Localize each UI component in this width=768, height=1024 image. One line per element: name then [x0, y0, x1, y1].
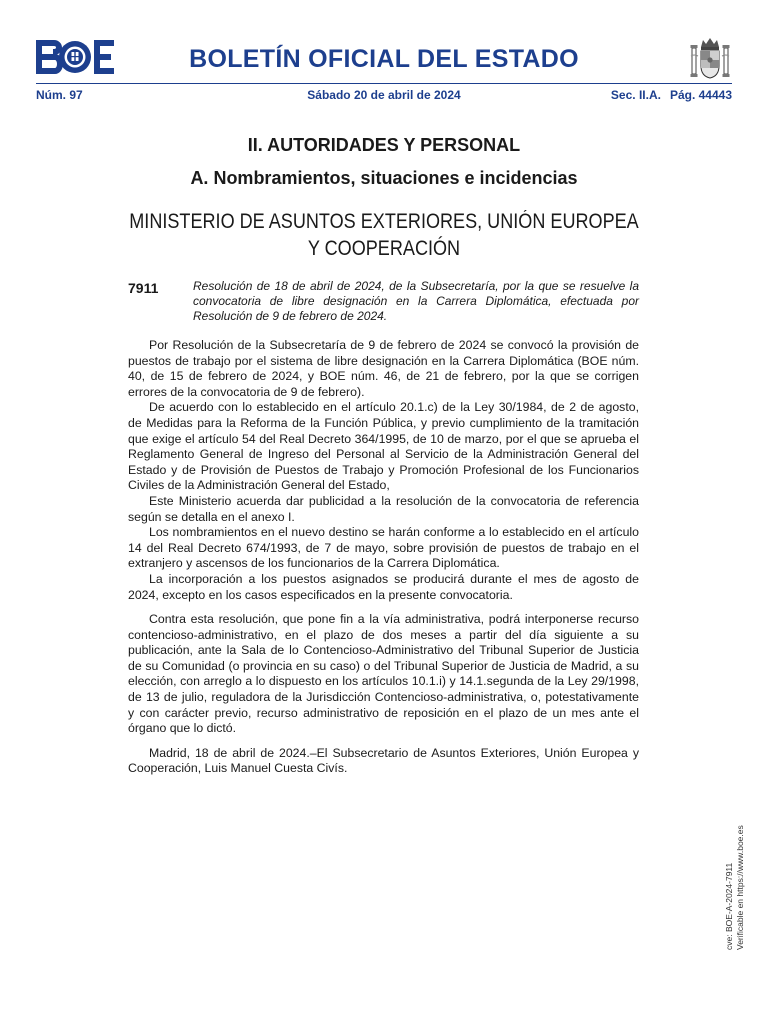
body-paragraph: La incorporación a los puestos asignados se producirá durante el mes de agosto de 2024, excepto en los casos especificados en la presente convocatoria. — [128, 571, 639, 602]
cve-stamp — [724, 810, 748, 950]
subsection-heading: A. Nombramientos, situaciones e incidencias — [190, 168, 578, 188]
ministry-line-2: Y COOPERACIÓN — [307, 237, 461, 260]
body-paragraph: De acuerdo con lo establecido en el artículo 20.1.c) de la Ley 30/1984, de 2 de agosto, de Medidas para la Reforma de la Función Pública, y previo cumplimiento de la tramitación que exige el artículo 54 del Real Decreto 364/1995, de 10 de marzo, por el que se aprueba el Reglamento General de Ingreso del Personal al Servicio de la Administración General del Estado y de Provisión de Puestos de Trabajo y Promoción Profesional de los Funcionarios Civiles de la Administración General del Estado, — [128, 400, 639, 493]
section-code: Sec. II.A. — [610, 88, 661, 102]
cve-code: cve: BOE-A-2024-7911 — [724, 862, 734, 950]
body-paragraph: Por Resolución de la Subsecretaría de 9 de febrero de 2024 se convocó la provisión de puestos de trabajo por el sistema de libre designación en la Carrera Diplomática (BOE núm. 40, de 15 de febrero de 2024, y BOE núm. 46, de 21 de febrero, por la que se corrigen errores de la convocatoria de 9 de febrero). — [128, 338, 639, 399]
issue-number: Núm. 97 — [36, 88, 83, 102]
body-paragraph: Los nombramientos en el nuevo destino se harán conforme a lo establecido en el artículo 14 del Real Decreto 674/1993, de 7 de mayo, sobre provisión de puestos de trabajo en el extranjero y ascensos de los funcionarios de la Carrera Diplomática. — [128, 525, 639, 571]
header-rule — [36, 83, 732, 84]
section-heading: II. AUTORIDADES Y PERSONAL — [247, 135, 521, 155]
entry-number: 7911 — [128, 280, 159, 296]
coat-of-arms-icon — [689, 36, 731, 80]
body-paragraph: Este Ministerio acuerda dar publicidad a la resolución de la convocatoria de referencia según se detalla en el anexo I. — [128, 493, 639, 524]
issue-date: Sábado 20 de abril de 2024 — [307, 88, 461, 102]
gazette-title: BOLETÍN OFICIAL DEL ESTADO — [189, 45, 579, 73]
page-number: Pág. 44443 — [669, 88, 732, 102]
signature-paragraph: Madrid, 18 de abril de 2024.–El Subsecretario de Asuntos Exteriores, Unión Europea y Cooperación, Luis Manuel Cuesta Civís. — [128, 745, 639, 776]
entry-summary: Resolución de 18 de abril de 2024, de la Subsecretaría, por la que se resuelve la convocatoria de libre designación en la Carrera Diplomática, efectuada por Resolución de 9 de febrero de 2024. — [193, 279, 639, 323]
body-paragraph: Contra esta resolución, que pone fin a la vía administrativa, podrá interponerse recurso contencioso-administrativo, en el plazo de dos meses a partir del día siguiente a su publicación, ante la Sala de lo Contencioso-Administrativo del Tribunal Superior de Justicia de su Comunidad (o provincia en su caso) o del Tribunal Superior de Justicia de Madrid, a su elección, con arreglo a lo dispuesto en los artículos 10.1.i) y 14.1.segunda de la Ley 29/1998, de 13 de julio, reguladora de la Jurisdicción Contencioso-administrativa, o, potestativamente y con carácter previo, recurso administrativo de reposición en el plazo de un mes ante el órgano que lo dictó. — [128, 612, 639, 736]
document-body — [128, 338, 639, 777]
ministry-heading — [54, 208, 714, 262]
section-page — [611, 88, 732, 102]
ministry-line-1: MINISTERIO DE ASUNTOS EXTERIORES, UNIÓN EUROPEA — [129, 210, 639, 233]
verification-url: Verificable en https://www.boe.es — [735, 825, 745, 950]
